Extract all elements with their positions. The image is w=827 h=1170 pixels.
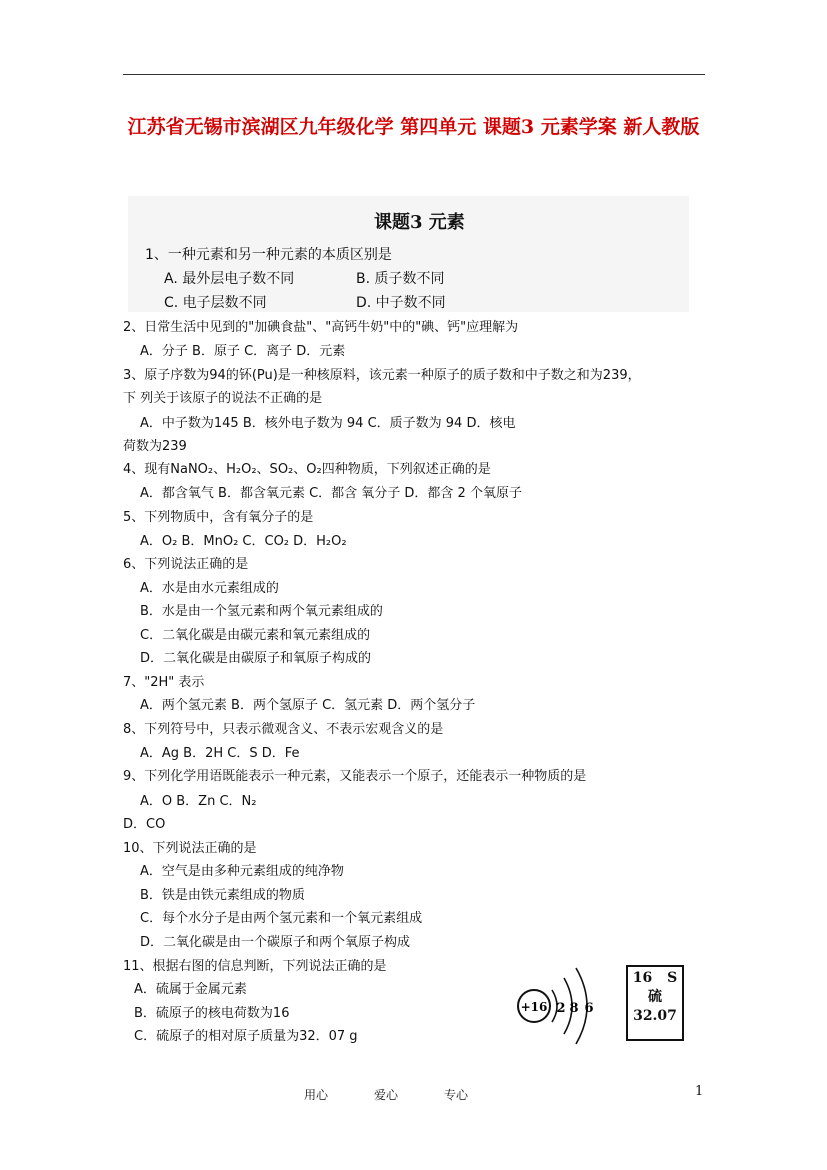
- option-line: B．硫原子的核电荷数为16: [134, 1006, 290, 1021]
- question-line: 7、"2H" 表示: [123, 675, 205, 690]
- option-line: C．硫原子的相对原子质量为32．07 g: [134, 1029, 358, 1044]
- atomic-mass: 32.07: [633, 1008, 677, 1024]
- question-line: 8、下列符号中，只表示微观含义、不表示宏观含义的是: [123, 722, 444, 737]
- shell-electrons-1: 2: [556, 1001, 566, 1016]
- option-line: A．硫属于金属元素: [134, 982, 247, 997]
- footer-text-3: 专心: [444, 1088, 469, 1102]
- footer-text-2: 爱心: [374, 1088, 399, 1102]
- question-line: 9、下列化学用语既能表示一种元素，又能表示一个原子，还能表示一种物质的是: [123, 769, 587, 784]
- option-line: B．铁是由铁元素组成的物质: [140, 888, 305, 903]
- question-line: 2、日常生活中见到的"加碘食盐"、"高钙牛奶"中的"碘、钙"应理解为: [123, 320, 519, 335]
- scan-option-a: A. 最外层电子数不同: [164, 271, 295, 287]
- scan-option-c: C. 电子层数不同: [164, 295, 267, 311]
- option-line: A．空气是由多种元素组成的纯净物: [140, 864, 344, 879]
- header-rule: [123, 74, 705, 75]
- element-tile: [626, 965, 684, 1041]
- element-symbol: S: [667, 970, 678, 986]
- scan-title: 课题3 元素: [374, 212, 465, 233]
- option-line: A．两个氢元素 B．两个氢原子 C．氢元素 D．两个氢分子: [140, 698, 476, 713]
- option-line: D．CO: [123, 817, 166, 832]
- question-line: 10、下列说法正确的是: [123, 841, 257, 856]
- question-line: 6、下列说法正确的是: [123, 557, 249, 572]
- option-line: D．二氧化碳是由一个碳原子和两个氧原子构成: [140, 935, 411, 950]
- scan-option-d: D. 中子数不同: [356, 295, 446, 311]
- scan-question: 1、一种元素和另一种元素的本质区别是: [145, 247, 392, 263]
- question-line: 4、现有NaNO₂、H₂O₂、SO₂、O₂四种物质，下列叙述正确的是: [123, 462, 491, 477]
- question-line: 11、根据右图的信息判断，下列说法正确的是: [123, 959, 387, 974]
- option-line: C．二氧化碳是由碳元素和氧元素组成的: [140, 628, 371, 643]
- option-line: D．二氧化碳是由碳原子和氧原子构成的: [140, 651, 372, 666]
- option-line: A．O₂ B．MnO₂ C．CO₂ D．H₂O₂: [140, 534, 347, 549]
- shell-electrons-3: 6: [584, 1001, 594, 1016]
- nucleus-charge: +16: [520, 1000, 548, 1014]
- question-line: 下 列关于该原子的说法不正确的是: [123, 391, 323, 406]
- option-line: B．水是由一个氢元素和两个氧元素组成的: [140, 604, 383, 619]
- footer-text-1: 用心: [304, 1088, 329, 1102]
- element-name: 硫: [648, 989, 662, 1005]
- option-line: A．都含氧气 B．都含氧元素 C．都含 氧分子 D．都含 2 个氧原子: [140, 486, 522, 501]
- option-line: 荷数为239: [123, 439, 187, 454]
- question-line: 3、原子序数为94的钚(Pu)是一种核原料，该元素一种原子的质子数和中子数之和为239，: [123, 368, 641, 383]
- shell-electrons-2: 8: [569, 1001, 579, 1016]
- atomic-number: 16: [632, 970, 653, 986]
- option-line: A．中子数为145 B．核外电子数为 94 C．质子数为 94 D．核电: [140, 416, 516, 431]
- scan-option-b: B. 质子数不同: [356, 271, 445, 287]
- scanned-question-block: [128, 196, 689, 312]
- option-line: A．水是由水元素组成的: [140, 581, 279, 596]
- page-number: 1: [695, 1084, 704, 1099]
- option-line: C．每个水分子是由两个氢元素和一个氧元素组成: [140, 911, 423, 926]
- question-line: 5、下列物质中，含有氧分子的是: [123, 510, 314, 525]
- document-title: 江苏省无锡市滨湖区九年级化学 第四单元 课题3 元素学案 新人教版: [127, 116, 700, 138]
- option-line: A．O B．Zn C．N₂: [140, 794, 257, 809]
- option-line: A．分子 B．原子 C．离子 D．元素: [140, 344, 346, 359]
- atom-structure-diagram: [512, 962, 612, 1052]
- option-line: A．Ag B．2H C．S D．Fe: [140, 746, 300, 761]
